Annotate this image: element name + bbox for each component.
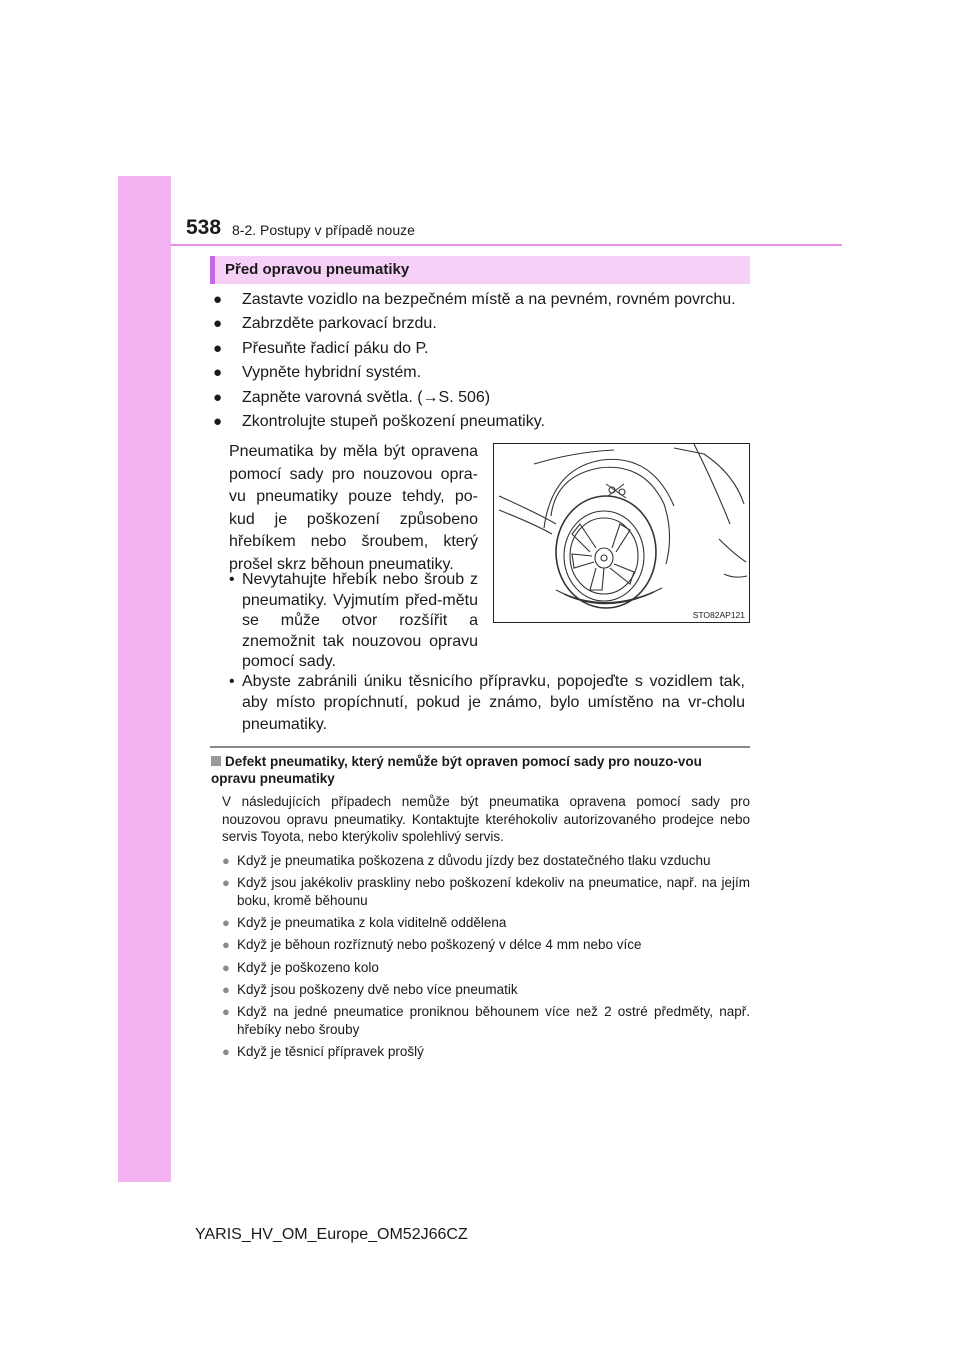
checklist-item: ● Zastavte vozidlo na bezpečném místě a na pevném, rovném povrchu. [212, 288, 736, 312]
document-footer: YARIS_HV_OM_Europe_OM52J66CZ [195, 1226, 468, 1243]
tire-figure [493, 443, 750, 623]
list-item: ● Když je pneumatika poškozena z důvodu jízdy bez dostatečného tlaku vzduchu [222, 852, 750, 870]
list-item: ● Když je běhoun rozříznutý nebo poškozený v délce 4 mm nebo více [222, 936, 750, 954]
list-item: ● Když je poškozeno kolo [222, 959, 750, 977]
checklist-item: ● Přesuňte řadicí páku do P. [212, 337, 736, 361]
note-list-wide [229, 671, 745, 735]
car-rear-wheel-with-nail-illustration [494, 444, 749, 622]
checklist-item: ● Vypněte hybridní systém. [212, 361, 736, 385]
section-title: Před opravou pneumatiky [210, 256, 750, 284]
subsection-divider [210, 746, 750, 748]
checklist-item: ● Zabrzděte parkovací brzdu. [212, 312, 736, 336]
header-divider [171, 244, 842, 246]
list-item: ● Když je těsnicí přípravek prošlý [222, 1043, 750, 1061]
square-bullet-icon [211, 756, 221, 766]
list-item: ● Když na jedné pneumatice proniknou běhounem více než 2 ostré předměty, např. hřebíky nebo šrouby [222, 1003, 750, 1038]
note-list-narrow [229, 570, 478, 673]
figure-code: STO82AP121 [692, 610, 745, 620]
checklist-item: ● Zapněte varovná světla. (→S. 506) [212, 386, 736, 410]
chapter-header: 8-2. Postupy v případě nouze [232, 222, 415, 238]
subsection-body: V následujících případech nemůže být pneumatika opravena pomocí sady pro nouzovou opravu pneumatiky. Kontaktujte kteréhokoliv autorizovaného prodejce nebo servis Toyota, nebo kterýkoliv spolehlivý servis. [222, 794, 750, 845]
unrepairable-cases-list [222, 852, 750, 1065]
list-item: ● Když jsou poškozeny dvě nebo více pneumatik [222, 981, 750, 999]
note-item: • Abyste zabránili úniku těsnicího přípravku, popojeďte s vozidlem tak, aby místo propíchnutí, pokud je známo, bylo umístěno na vr-cholu pneumatiky. [229, 671, 745, 735]
checklist [212, 288, 736, 434]
note-item: • Nevytahujte hřebík nebo šroub z pneumatiky. Vyjmutím před-mětu se může otvor rozšířit a znemožnit tak nouzovou opravu pomocí sady. [229, 570, 478, 673]
page-number: 538 [186, 216, 222, 239]
list-item: ● Když jsou jakékoliv praskliny nebo poškození kdekoliv na pneumatice, např. na jejím boku, kromě běhounu [222, 874, 750, 909]
subsection-heading-text: Defekt pneumatiky, který nemůže být opraven pomocí sady pro nouzo-vou opravu pneumatiky [211, 754, 702, 786]
checklist-item: ● Zkontrolujte stupeň poškození pneumatiky. [212, 410, 736, 434]
chapter-side-tab [118, 176, 171, 1182]
list-item: ● Když je pneumatika z kola viditelně oddělena [222, 914, 750, 932]
subsection-heading [211, 754, 749, 787]
repair-condition-paragraph: Pneumatika by měla být opravena pomocí sady pro nouzovou opra-vu pneumatiky pouze tehdy, po-kud je poškození způsobeno hřebíkem nebo šroubem, který prošel skrz běhoun pneumatiky. [229, 443, 478, 573]
